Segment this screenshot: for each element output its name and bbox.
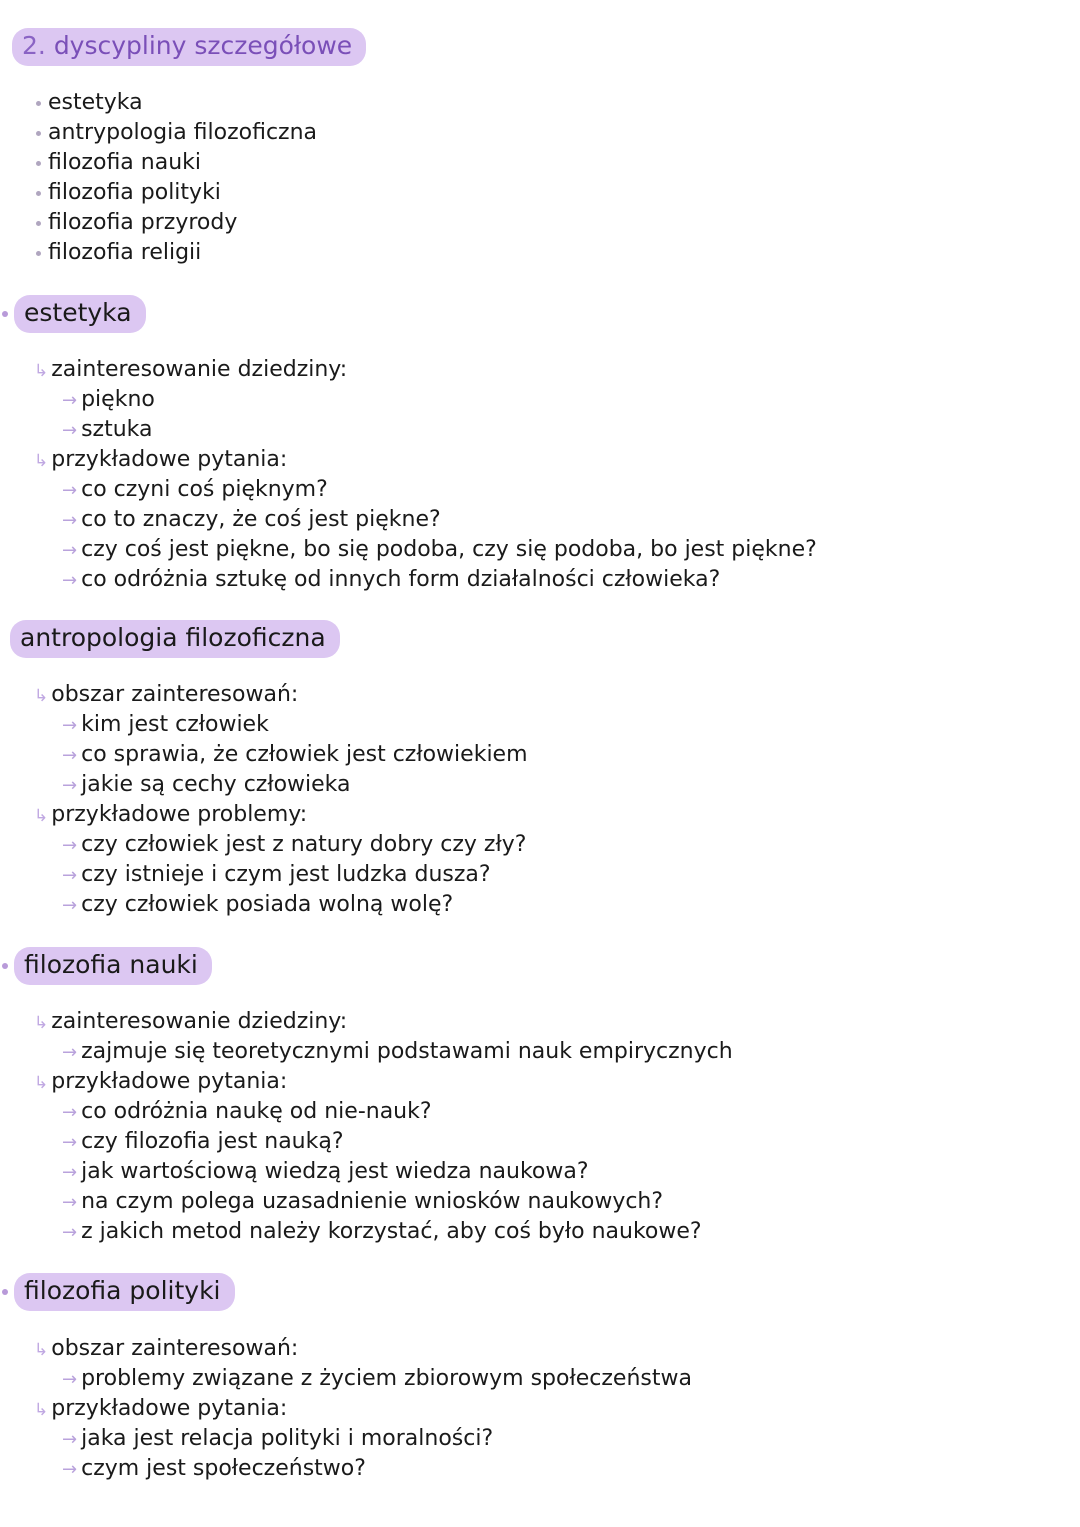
arrow-icon: → (62, 1369, 78, 1390)
return-arrow-icon: ↳ (34, 1073, 49, 1093)
arrow-icon: → (62, 480, 78, 501)
arrow-icon: → (62, 1132, 78, 1153)
arrow-icon: → (62, 835, 78, 856)
list-item: → co to znaczy, że coś jest piękne? (62, 507, 441, 532)
title-highlight (12, 28, 366, 66)
return-arrow-icon: ↳ (34, 1340, 49, 1360)
antropologia-label: ↳ przykładowe problemy: (34, 802, 308, 827)
overview-item (36, 88, 143, 118)
estetyka-highlight: estetyka (14, 295, 146, 333)
overview-text: filozofia polityki (48, 180, 221, 205)
list-item: → czy człowiek jest z natury dobry czy zły? (62, 832, 527, 857)
arrow-icon: → (62, 775, 78, 796)
return-arrow-icon: ↳ (34, 1400, 49, 1420)
list-item: → na czym polega uzasadnienie wniosków naukowych? (62, 1189, 664, 1214)
overview-text: filozofia religii (48, 240, 202, 265)
bullet-icon (36, 131, 41, 136)
nauka-label: ↳ zainteresowanie dziedziny: (34, 1009, 348, 1034)
arrow-icon: → (62, 540, 78, 561)
bullet-icon (36, 191, 41, 196)
overview-text: filozofia przyrody (48, 210, 238, 235)
arrow-icon: → (62, 390, 78, 411)
polityka-label: ↳ przykładowe pytania: (34, 1396, 288, 1421)
nauka-highlight: filozofia nauki (14, 947, 212, 985)
list-item: → co czyni coś pięknym? (62, 477, 328, 502)
list-item: → czym jest społeczeństwo? (62, 1456, 366, 1481)
return-arrow-icon: ↳ (34, 806, 49, 826)
list-item: → czy człowiek posiada wolną wolę? (62, 892, 454, 917)
overview-item (36, 208, 237, 238)
polityka-header (2, 1273, 235, 1311)
arrow-icon: → (62, 1459, 78, 1480)
bullet-icon (2, 963, 8, 969)
arrow-icon: → (62, 1429, 78, 1450)
list-item: → co sprawia, że człowiek jest człowiekiem (62, 742, 528, 767)
title-header (12, 28, 366, 66)
arrow-icon: → (62, 1222, 78, 1243)
arrow-icon: → (62, 865, 78, 886)
arrow-icon: → (62, 715, 78, 736)
nauka-label: ↳ przykładowe pytania: (34, 1069, 288, 1094)
arrow-icon: → (62, 1042, 78, 1063)
arrow-icon: → (62, 745, 78, 766)
overview-text: estetyka (48, 90, 143, 115)
list-item: → czy coś jest piękne, bo się podoba, czy się podoba, bo jest piękne? (62, 537, 817, 562)
overview-item (36, 178, 221, 208)
arrow-icon: → (62, 895, 78, 916)
antropologia-header (10, 620, 340, 658)
arrow-icon: → (62, 420, 78, 441)
bullet-icon (2, 1289, 8, 1295)
overview-text: antrypologia filozoficzna (48, 120, 318, 145)
bullet-icon (36, 161, 41, 166)
list-item: → zajmuje się teoretycznymi podstawami nauk empirycznych (62, 1039, 733, 1064)
arrow-icon: → (62, 1192, 78, 1213)
antropologia-label: ↳ obszar zainteresowań: (34, 682, 299, 707)
list-item: → piękno (62, 387, 155, 412)
estetyka-header (2, 295, 146, 333)
bullet-icon (36, 221, 41, 226)
return-arrow-icon: ↳ (34, 1013, 49, 1033)
list-item: → kim jest człowiek (62, 712, 269, 737)
overview-text: filozofia nauki (48, 150, 201, 175)
return-arrow-icon: ↳ (34, 686, 49, 706)
title-text: dyscypliny szczegółowe (53, 31, 353, 60)
list-item: → problemy związane z życiem zbiorowym społeczeństwa (62, 1366, 692, 1391)
arrow-icon: → (62, 510, 78, 531)
list-item: → z jakich metod należy korzystać, aby coś było naukowe? (62, 1219, 702, 1244)
nauka-header (2, 947, 212, 985)
polityka-highlight: filozofia polityki (14, 1273, 235, 1311)
antropologia-highlight: antropologia filozoficzna (10, 620, 340, 658)
list-item: → co odróżnia naukę od nie-nauk? (62, 1099, 432, 1124)
list-item: → czy istnieje i czym jest ludzka dusza? (62, 862, 491, 887)
bullet-icon (36, 251, 41, 256)
return-arrow-icon: ↳ (34, 451, 49, 471)
list-item: → jaka jest relacja polityki i moralności? (62, 1426, 494, 1451)
estetyka-label: ↳ zainteresowanie dziedziny: (34, 357, 348, 382)
arrow-icon: → (62, 1102, 78, 1123)
overview-item (36, 238, 201, 268)
list-item: → jakie są cechy człowieka (62, 772, 351, 797)
bullet-icon (36, 101, 41, 106)
return-arrow-icon: ↳ (34, 361, 49, 381)
bullet-icon (2, 311, 8, 317)
list-item: → jak wartościową wiedzą jest wiedza naukowa? (62, 1159, 589, 1184)
title-number: 2. (22, 31, 46, 60)
overview-item (36, 118, 317, 148)
estetyka-label: ↳ przykładowe pytania: (34, 447, 288, 472)
list-item: → sztuka (62, 417, 153, 442)
list-item: → co odróżnia sztukę od innych form działalności człowieka? (62, 567, 721, 592)
list-item: → czy filozofia jest nauką? (62, 1129, 344, 1154)
arrow-icon: → (62, 570, 78, 591)
overview-item (36, 148, 201, 178)
polityka-label: ↳ obszar zainteresowań: (34, 1336, 299, 1361)
arrow-icon: → (62, 1162, 78, 1183)
